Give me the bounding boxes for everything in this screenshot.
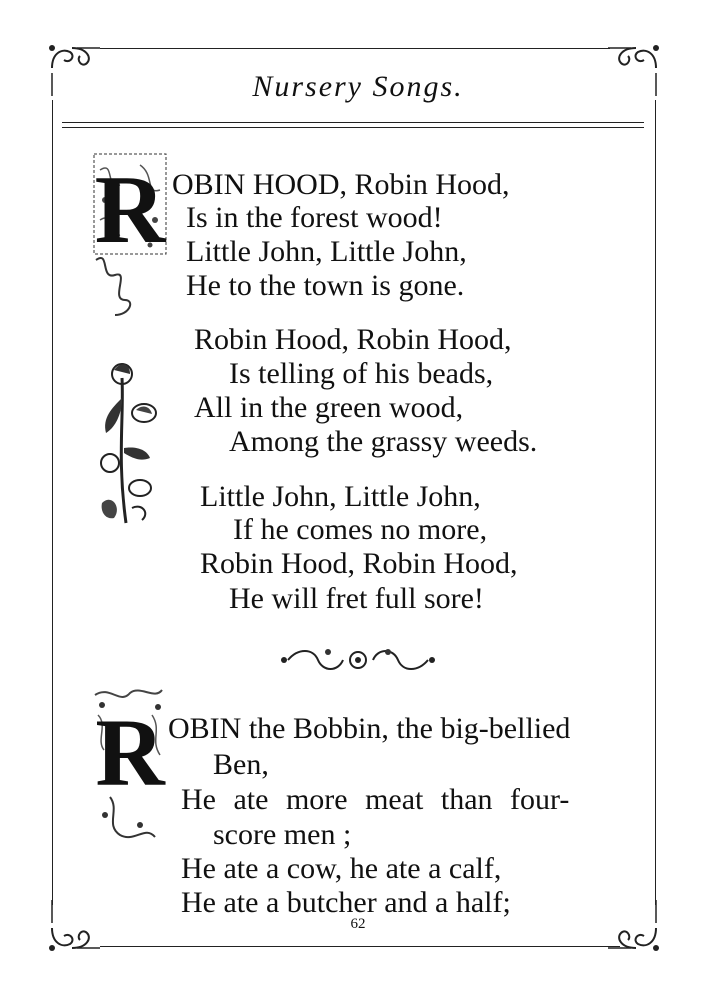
verse-line: OBIN HOOD, Robin Hood, xyxy=(172,168,510,201)
title-rule-top xyxy=(62,122,644,123)
verse-line: He ate a cow, he ate a calf, xyxy=(181,852,502,885)
dropcap-letter: R xyxy=(94,156,166,264)
verse-line: Little John, Little John, xyxy=(200,480,481,513)
verse-line: Robin Hood, Robin Hood, xyxy=(194,323,512,356)
ornamental-dropcap xyxy=(90,685,168,850)
verse-line: Is telling of his beads, xyxy=(229,357,494,390)
verse-line: He ate a butcher and a half; xyxy=(181,886,511,919)
verse-line: All in the green wood, xyxy=(194,391,464,424)
page-title: Nursery Songs. xyxy=(252,70,464,103)
verse-line: He will fret full sore! xyxy=(229,582,484,615)
verse-line: score men ; xyxy=(213,818,352,851)
verse-line: He ate more meat than four- xyxy=(181,783,570,816)
verse-line: He to the town is gone. xyxy=(186,269,465,302)
verse-line: Robin Hood, Robin Hood, xyxy=(200,547,518,580)
verse-line: If he comes no more, xyxy=(233,513,488,546)
verse-line: OBIN the Bobbin, the big-bellied xyxy=(168,712,571,745)
flower-vignette-icon xyxy=(92,358,164,528)
scroll-divider-icon xyxy=(278,640,438,680)
verse-line: Is in the forest wood! xyxy=(186,201,443,234)
page-number: 62 xyxy=(350,916,366,932)
title-rule-bottom xyxy=(62,127,644,128)
frame-top-border xyxy=(100,48,610,49)
frame-right-border xyxy=(655,100,656,905)
verse-line: Ben, xyxy=(213,748,269,781)
frame-left-border xyxy=(52,100,53,905)
verse-line: Little John, Little John, xyxy=(186,235,467,268)
frame-bottom-border xyxy=(100,946,620,947)
dropcap-letter: R xyxy=(95,699,165,806)
ornamental-dropcap xyxy=(90,150,170,320)
verse-line: Among the grassy weeds. xyxy=(229,425,538,458)
